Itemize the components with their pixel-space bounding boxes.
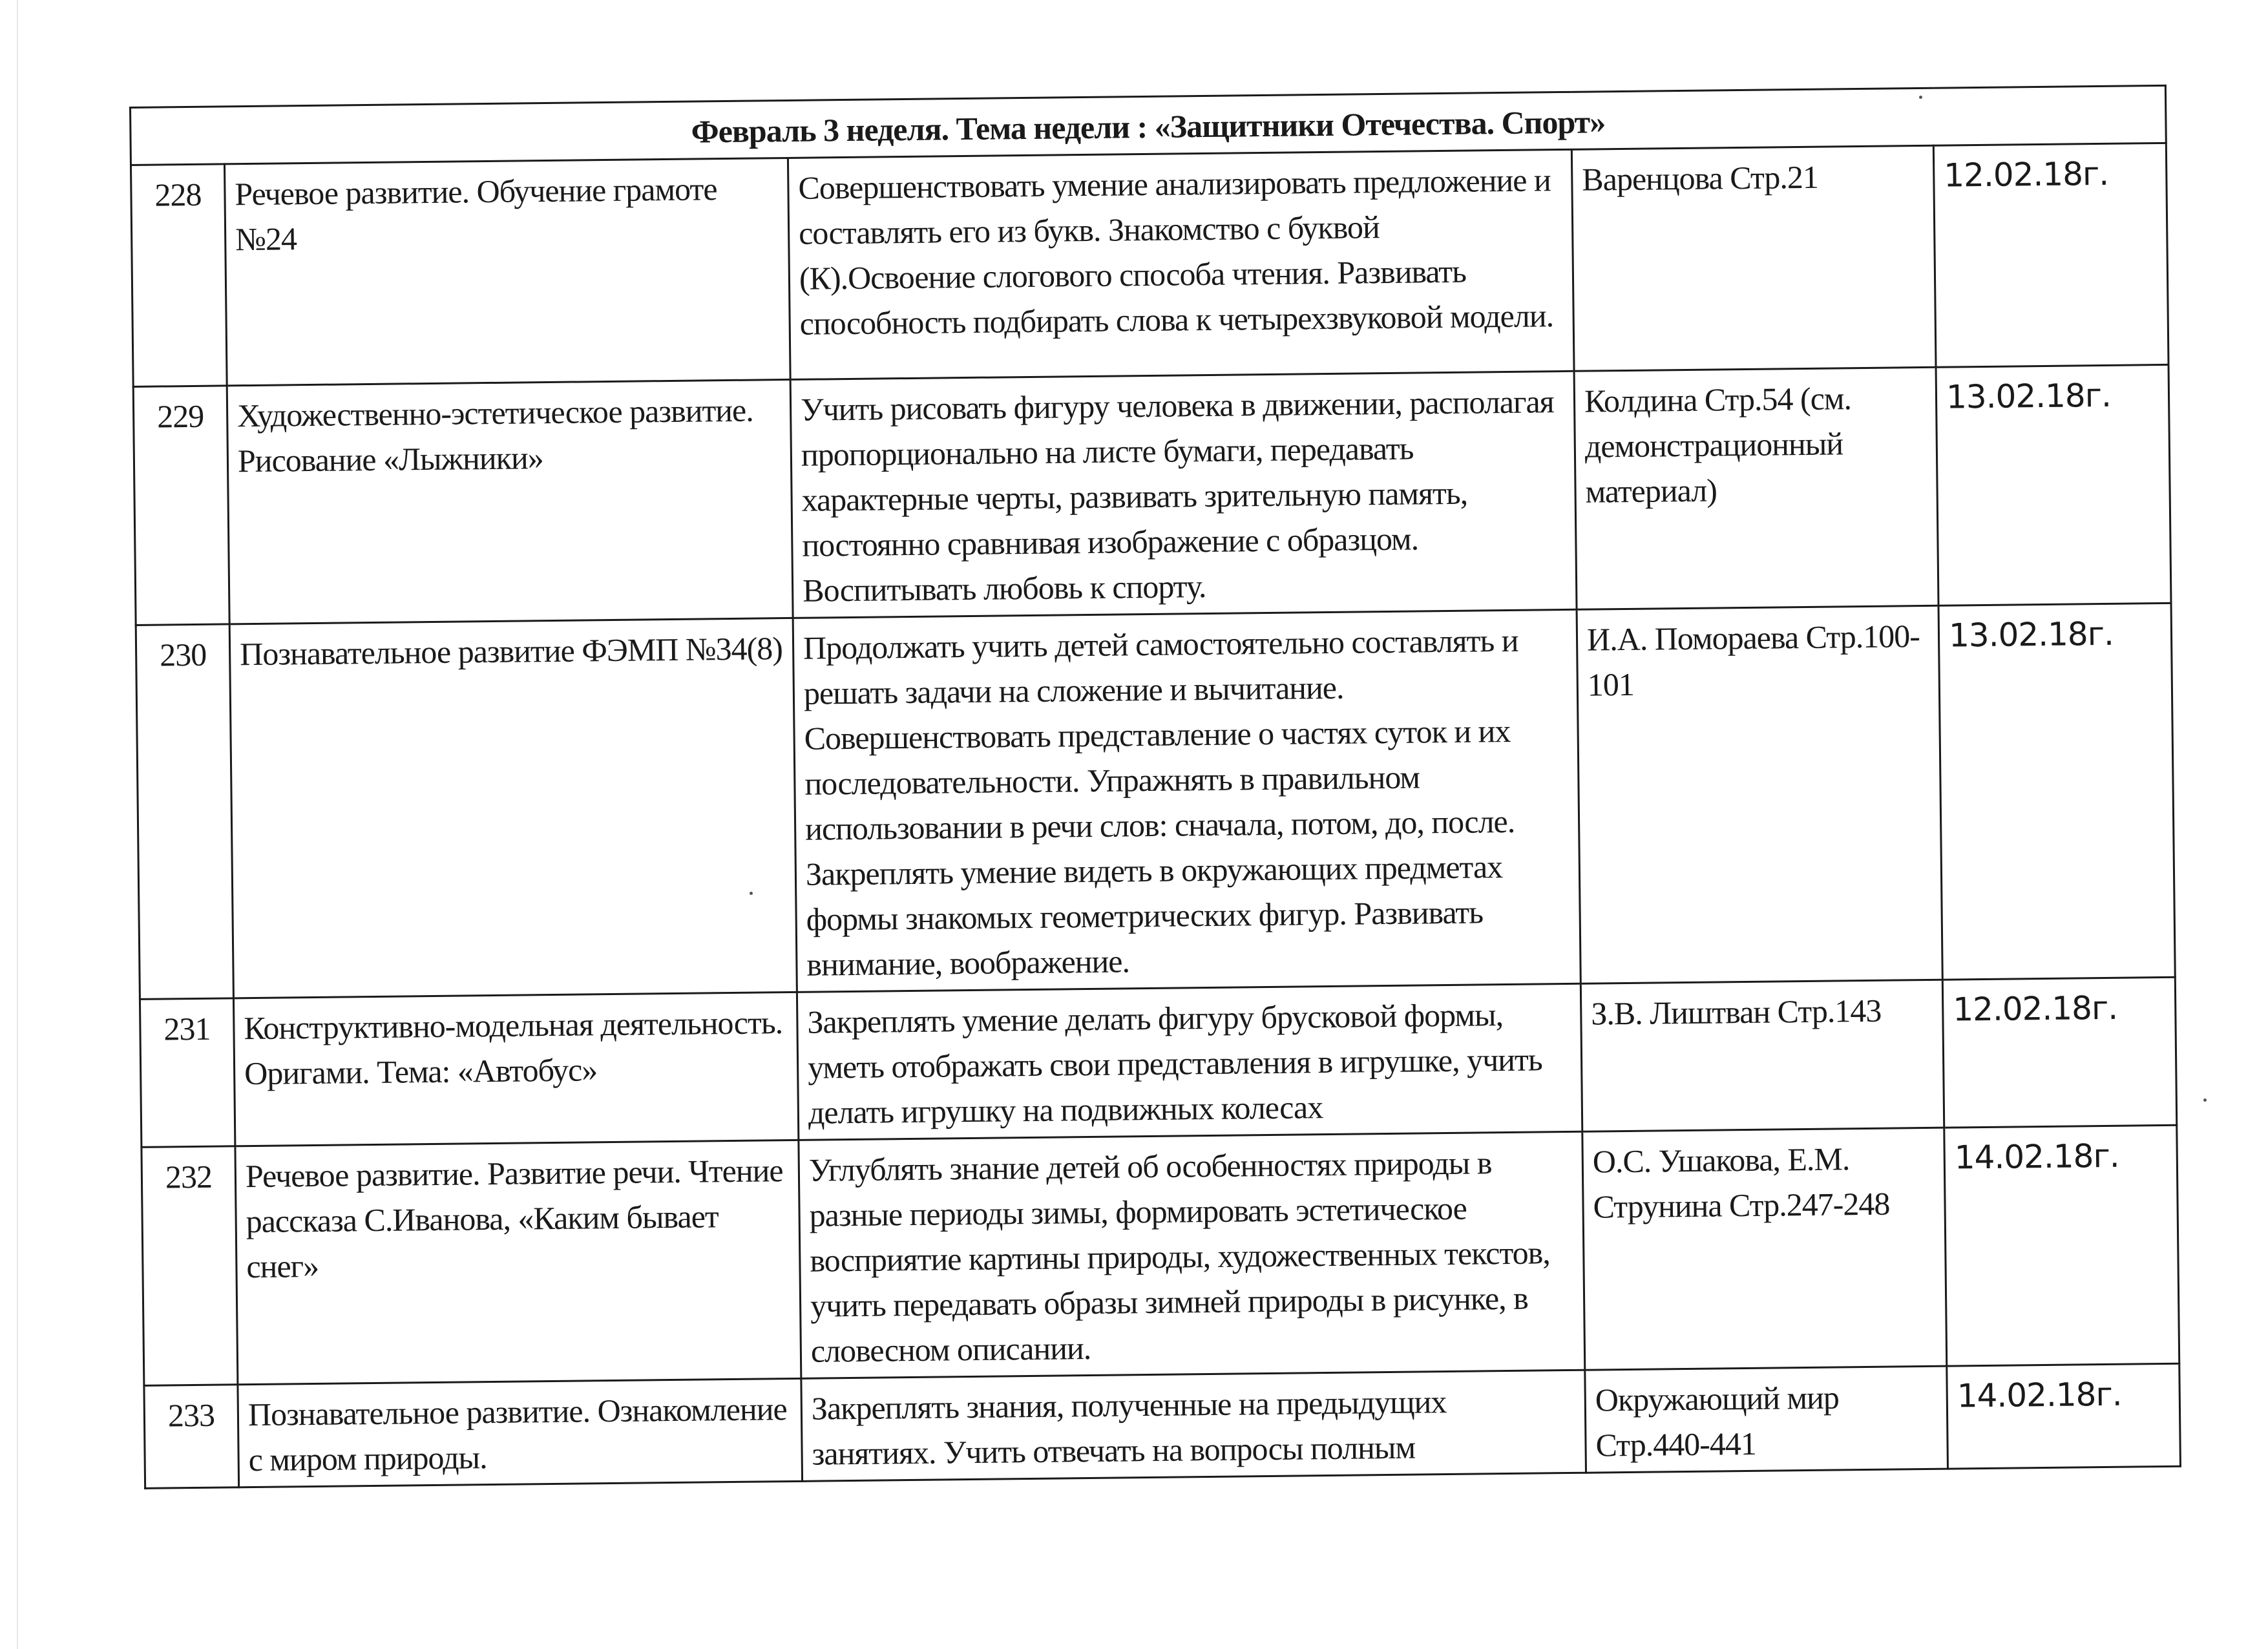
lesson-content: Продолжать учить детей самостоятельно составлять и решать задачи на сложение и вычитание. Совершенствовать представление о частях суток и их последовательности. Упражнять в правильном использовании в речи слов: сначала, потом, до, после. Закреплять умение видеть в окружающих предметах формы знакомых геометрических фигур. Развивать внимание, воображение. <box>793 609 1580 992</box>
lesson-content: Совершенствовать умение анализировать предложение и составлять его из букв. Знакомство с буквой (К).Освоение слогового способа чтения. Развивать способность подбирать слова к четырехзвуковой модели. <box>788 149 1574 379</box>
lesson-plan-table <box>129 85 2181 1489</box>
lesson-topic: Художественно-эстетическое развитие. Рисование «Лыжники» <box>227 379 793 624</box>
lesson-number: 229 <box>133 386 229 625</box>
lesson-date: 12.02.18г. <box>1933 143 2168 367</box>
lesson-number: 228 <box>131 164 227 387</box>
lesson-content: Закреплять умение делать фигуру брусковой формы, уметь отображать свои представления в игрушке, учить делать игрушку на подвижных колесах <box>797 983 1582 1140</box>
scan-speck <box>750 892 753 895</box>
lesson-number: 233 <box>144 1385 239 1489</box>
lesson-plan-sheet <box>129 85 2179 1489</box>
lesson-source: Колдина Стр.54 (см. демонстрационный материал) <box>1574 367 1938 609</box>
scan-speck <box>2203 1098 2207 1102</box>
table-row <box>144 1363 2181 1488</box>
lesson-source: И.А. Помораева Стр.100-101 <box>1577 605 1942 983</box>
table-row <box>142 1125 2179 1385</box>
lesson-source: З.В. Лиштван Стр.143 <box>1580 980 1944 1131</box>
table-row <box>136 603 2175 999</box>
lesson-topic: Познавательное развитие. Ознакомление с миром природы. <box>238 1378 803 1487</box>
lesson-topic: Речевое развитие. Развитие речи. Чтение рассказа С.Иванова, «Каким бывает снег» <box>235 1140 801 1384</box>
lesson-number: 230 <box>136 624 233 1000</box>
lesson-content: Учить рисовать фигуру человека в движении, располагая пропорционально на листе бумаги, передавать характерные черты, развивать зрительную память, постоянно сравнивая изображение с образцом. Воспитывать любовь к спорту. <box>790 371 1577 618</box>
lesson-date: 14.02.18г. <box>1944 1125 2179 1366</box>
lesson-topic: Конструктивно-модельная деятельность. Оригами. Тема: «Автобус» <box>233 992 798 1146</box>
table-row <box>133 364 2171 625</box>
lesson-date: 13.02.18г. <box>1938 603 2175 980</box>
scan-speck <box>1919 96 1922 99</box>
lesson-source: О.С. Ушакова, Е.М. Струнина Стр.247-248 <box>1582 1128 1947 1370</box>
lesson-source: Окружающий мир Стр.440-441 <box>1585 1366 1948 1473</box>
lesson-number: 232 <box>142 1146 238 1386</box>
lesson-content: Углублять знание детей об особенностях природы в разные периоды зимы, формировать эстетическое восприятие картины природы, художественных текстов, учить передавать образы зимней природы в рисунке, в словесном описании. <box>799 1131 1585 1378</box>
scan-margin-line <box>17 0 18 1649</box>
lesson-topic: Речевое развитие. Обучение грамоте №24 <box>224 158 790 385</box>
week-title: Февраль 3 неделя. Тема недели : «Защитники Отечества. Спорт» <box>131 85 2167 165</box>
lesson-date: 12.02.18г. <box>1942 977 2176 1128</box>
table-row <box>131 143 2168 386</box>
table-row <box>140 977 2176 1147</box>
lesson-source: Варенцова Стр.21 <box>1571 145 1936 371</box>
lesson-number: 231 <box>140 998 235 1148</box>
lesson-content: Закреплять знания, полученные на предыдущих занятиях. Учить отвечать на вопросы полным <box>801 1370 1586 1481</box>
lesson-date: 14.02.18г. <box>1947 1363 2181 1469</box>
lesson-date: 13.02.18г. <box>1936 364 2171 605</box>
lesson-topic: Познавательное развитие ФЭМП №34(8) <box>229 618 797 998</box>
